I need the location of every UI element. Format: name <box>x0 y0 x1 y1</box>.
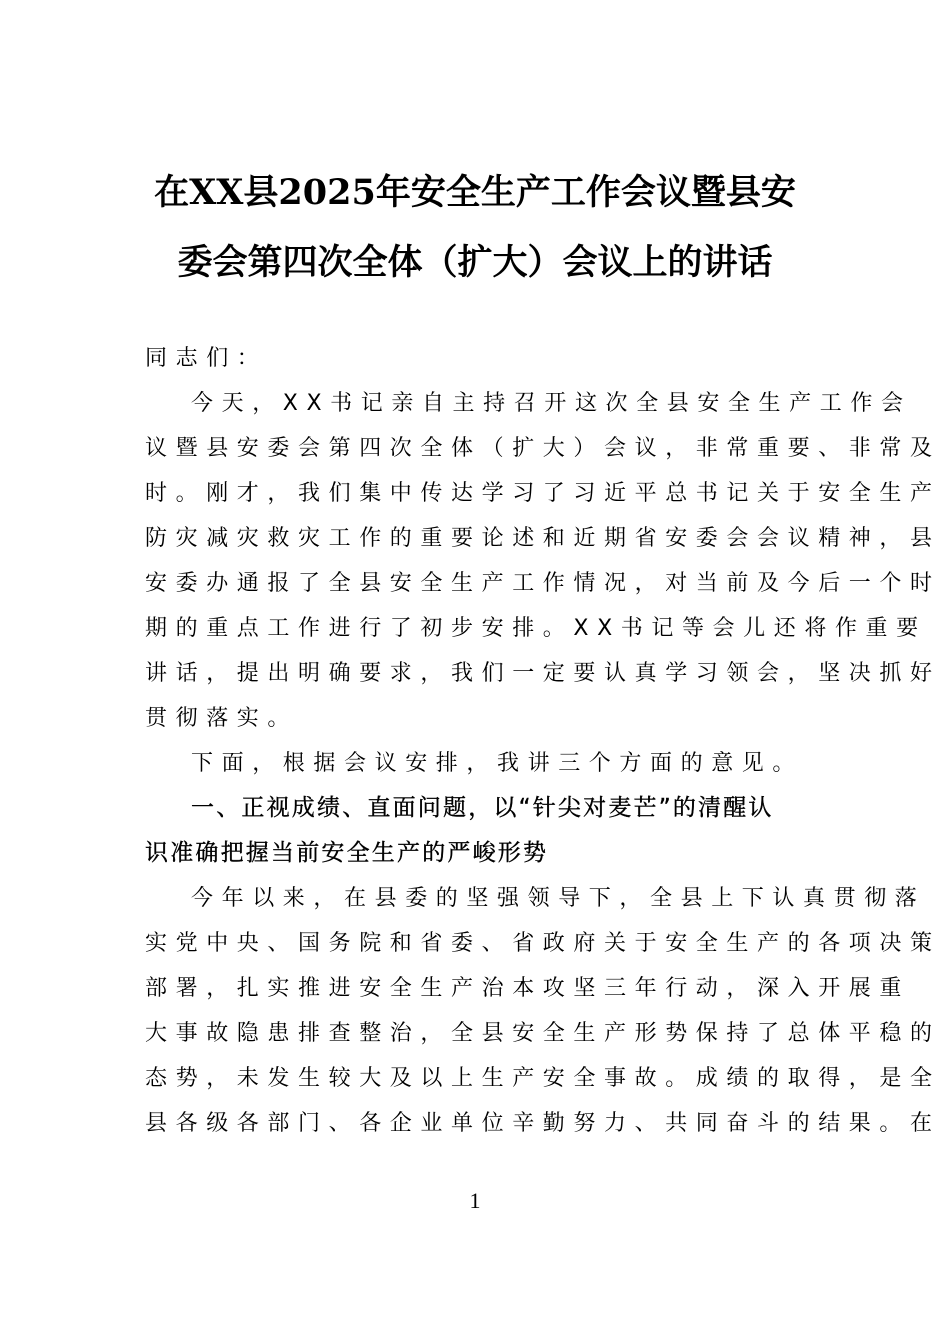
heading-line: 一、正视成绩、直面问题，以“针尖对麦芒”的清醒认 <box>191 795 774 821</box>
paragraph-line: 安委办通报了全县安全生产工作情况，对当前及今后一个时 <box>145 571 941 596</box>
paragraph-line: 下面，根据会议安排，我讲三个方面的意见。 <box>191 751 804 776</box>
paragraph-achievements <box>145 876 941 1146</box>
heading-line: 识准确把握当前安全生产的严峻形势 <box>145 840 549 866</box>
paragraph-line: 时。刚才，我们集中传达学习了习近平总书记关于安全生产 <box>145 481 941 506</box>
paragraph-opening <box>145 381 941 741</box>
paragraph-line: 贯彻落实。 <box>145 706 299 731</box>
page-number: 1 <box>469 1188 481 1213</box>
paragraph-outline <box>145 741 810 786</box>
title-line-2: 委会第四次全体（扩大）会议上的讲话 <box>177 242 773 283</box>
paragraph-line: 态势，未发生较大及以上生产安全事故。成绩的取得，是全 <box>145 1066 941 1091</box>
paragraph-line: 防灾减灾救灾工作的重要论述和近期省安委会会议精神，县 <box>145 526 941 551</box>
section-heading-1 <box>145 786 810 876</box>
title-line-1: 在XX县2025年安全生产工作会议暨县安 <box>154 172 796 213</box>
paragraph-line: 县各级各部门、各企业单位辛勤努力、共同奋斗的结果。在 <box>145 1111 941 1136</box>
paragraph-line: 实党中央、国务院和省委、省政府关于安全生产的各项决策 <box>145 931 941 956</box>
salutation: 同志们： <box>145 346 268 371</box>
paragraph-line: 议暨县安委会第四次全体（扩大）会议，非常重要、非常及 <box>145 436 941 461</box>
document-body <box>145 336 941 1146</box>
paragraph-line: 今天，XX书记亲自主持召开这次全县安全生产工作会 <box>191 391 912 416</box>
paragraph-line: 讲话，提出明确要求，我们一定要认真学习领会，坚决抓好 <box>145 661 941 686</box>
paragraph-line: 大事故隐患排查整治，全县安全生产形势保持了总体平稳的 <box>145 1021 941 1046</box>
paragraph-line: 期的重点工作进行了初步安排。XX书记等会儿还将作重要 <box>145 616 927 641</box>
paragraph-line: 部署，扎实推进安全生产治本攻坚三年行动，深入开展重 <box>145 976 911 1001</box>
paragraph-line: 今年以来，在县委的坚强领导下，全县上下认真贯彻落 <box>191 886 926 911</box>
document-title <box>130 158 820 298</box>
